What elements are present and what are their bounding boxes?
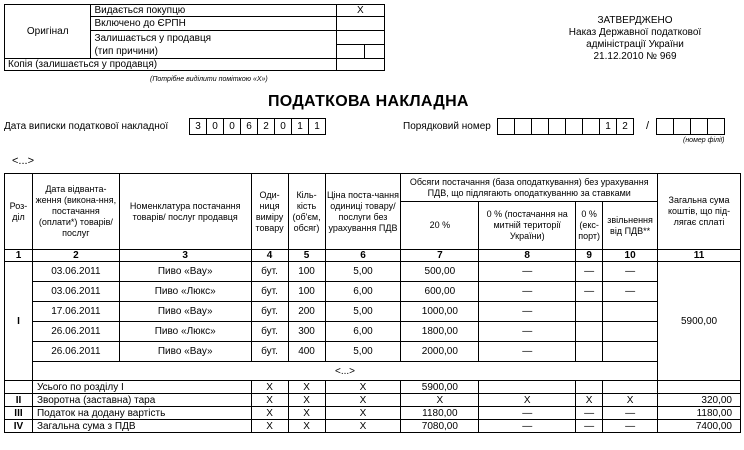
summary-col-10: — — [603, 420, 658, 433]
serial-digit[interactable] — [532, 119, 549, 135]
row-volume-20: 600,00 — [401, 282, 479, 302]
original-copy-box — [4, 4, 385, 71]
serial-digit[interactable] — [549, 119, 566, 135]
serial-number-label: Порядковий номер — [403, 121, 491, 132]
summary-col-4: X — [251, 420, 288, 433]
row-unit: бут. — [251, 342, 288, 362]
row-date: 26.06.2011 — [32, 342, 119, 362]
summary-section: II — [5, 394, 33, 407]
summary-col-8: — — [479, 420, 576, 433]
issue-date-label: Дата виписки податкової накладної — [4, 121, 169, 132]
issue-date-cells[interactable] — [189, 118, 326, 135]
row-price: 6,00 — [325, 322, 401, 342]
summary-col-7: X — [401, 394, 479, 407]
row-volume-20: 1000,00 — [401, 302, 479, 322]
issue-date-digit[interactable]: 0 — [207, 119, 224, 135]
summary-col-8: X — [479, 394, 576, 407]
row-item: Пиво «Вау» — [119, 342, 251, 362]
summary-col-10: — — [603, 407, 658, 420]
included-erpn-mark[interactable] — [336, 17, 384, 31]
row-col-10: — — [603, 262, 658, 282]
row-volume-20: 1800,00 — [401, 322, 479, 342]
column-number: 10 — [603, 250, 658, 262]
column-number: 2 — [32, 250, 119, 262]
remains-with-seller-mark[interactable] — [336, 31, 384, 45]
row-unit: бут. — [251, 282, 288, 302]
summary-col-9: — — [576, 407, 603, 420]
summary-col-11 — [658, 381, 741, 394]
row-col-9: — — [576, 282, 603, 302]
approved-block — [560, 15, 710, 63]
header-rate-0-export: 0 % (екс-порт) — [576, 202, 603, 250]
row-col-8: — — [479, 322, 576, 342]
summary-col-5: X — [288, 407, 325, 420]
summary-col-11: 7400,00 — [658, 420, 741, 433]
row-date: 17.06.2011 — [32, 302, 119, 322]
issued-to-buyer-label: Видається покупцю — [91, 5, 336, 17]
column-number: 8 — [479, 250, 576, 262]
serial-digit[interactable]: 1 — [600, 119, 617, 135]
row-unit: бут. — [251, 322, 288, 342]
column-number: 4 — [251, 250, 288, 262]
copy-mark[interactable] — [336, 59, 384, 71]
column-number: 7 — [401, 250, 479, 262]
summary-label: Зворотна (заставна) тара — [32, 394, 251, 407]
row-unit: бут. — [251, 302, 288, 322]
row-col-8: — — [479, 282, 576, 302]
summary-label: Усього по розділу I — [32, 381, 251, 394]
summary-col-9 — [576, 381, 603, 394]
row-qty: 300 — [288, 322, 325, 342]
approved-line-3: адміністрації України — [586, 39, 684, 50]
section-1-label: I — [5, 262, 33, 381]
serial-digit[interactable] — [498, 119, 515, 135]
summary-label: Податок на додану вартість — [32, 407, 251, 420]
summary-col-9: X — [576, 394, 603, 407]
row-col-8: — — [479, 302, 576, 322]
summary-col-8 — [479, 381, 576, 394]
column-number: 9 — [576, 250, 603, 262]
row-date: 26.06.2011 — [32, 322, 119, 342]
header-date: Дата відванта-ження (викона-ння, постачання (оплати*) товарів/ послуг — [32, 174, 119, 250]
summary-col-6: X — [325, 381, 401, 394]
header-rate-20: 20 % — [401, 202, 479, 250]
row-item: Пиво «Вау» — [119, 302, 251, 322]
issue-date-digit[interactable]: 0 — [275, 119, 292, 135]
ellipsis-row: <...> — [32, 362, 657, 381]
issue-date-digit[interactable]: 1 — [309, 119, 326, 135]
row-price: 5,00 — [325, 302, 401, 322]
branch-digit[interactable] — [691, 119, 708, 135]
row-price: 5,00 — [325, 342, 401, 362]
row-col-10 — [603, 302, 658, 322]
row-price: 6,00 — [325, 282, 401, 302]
summary-col-5: X — [288, 394, 325, 407]
row-unit: бут. — [251, 262, 288, 282]
summary-col-9: — — [576, 420, 603, 433]
summary-col-5: X — [288, 381, 325, 394]
summary-section: IV — [5, 420, 33, 433]
section-1-total-amount: 5900,00 — [658, 262, 741, 381]
column-number: 1 — [5, 250, 33, 262]
approved-line-1: ЗАТВЕРДЖЕНО — [597, 15, 673, 26]
row-col-10: — — [603, 282, 658, 302]
row-item: Пиво «Вау» — [119, 262, 251, 282]
column-number: 3 — [119, 250, 251, 262]
issue-date-digit[interactable]: 6 — [241, 119, 258, 135]
row-volume-20: 500,00 — [401, 262, 479, 282]
row-price: 5,00 — [325, 262, 401, 282]
issue-date-digit[interactable]: 2 — [258, 119, 275, 135]
summary-section — [5, 381, 33, 394]
row-col-9 — [576, 302, 603, 322]
summary-col-4: X — [251, 407, 288, 420]
header-rate-0-customs: 0 % (постачання на митній території України) — [479, 202, 576, 250]
row-date: 03.06.2011 — [32, 282, 119, 302]
original-label: Оригінал — [5, 5, 91, 59]
issue-date-digit[interactable]: 3 — [190, 119, 207, 135]
row-item: Пиво «Люкс» — [119, 282, 251, 302]
row-volume-20: 2000,00 — [401, 342, 479, 362]
included-erpn-label: Включено до ЄРПН — [91, 17, 336, 31]
summary-label: Загальна сума з ПДВ — [32, 420, 251, 433]
header-exempt: звільнення від ПДВ** — [603, 202, 658, 250]
copy-label: Копія (залишається у продавця) — [5, 59, 337, 71]
summary-col-7: 7080,00 — [401, 420, 479, 433]
summary-col-11: 320,00 — [658, 394, 741, 407]
summary-col-8: — — [479, 407, 576, 420]
reason-type-spacer — [336, 45, 364, 59]
header-unit: Оди-ниця виміру товару — [251, 174, 288, 250]
serial-digit[interactable] — [583, 119, 600, 135]
row-qty: 200 — [288, 302, 325, 322]
branch-number-cells[interactable] — [656, 118, 725, 135]
approved-line-4: 21.12.2010 № 969 — [593, 51, 677, 62]
summary-col-6: X — [325, 420, 401, 433]
summary-col-6: X — [325, 407, 401, 420]
page-title: ПОДАТКОВА НАКЛАДНА — [268, 93, 469, 110]
branch-digit[interactable] — [657, 119, 674, 135]
row-col-9: — — [576, 262, 603, 282]
reason-type-cell[interactable] — [364, 45, 384, 59]
serial-digit[interactable] — [515, 119, 532, 135]
row-col-10 — [603, 342, 658, 362]
serial-digit[interactable]: 2 — [617, 119, 634, 135]
branch-number-hint: (номер філії) — [683, 137, 725, 144]
remains-with-seller-label: Залишається у продавця (тип причини) — [91, 31, 336, 59]
row-qty: 100 — [288, 282, 325, 302]
summary-col-10 — [603, 381, 658, 394]
ellipsis-top: <...> — [12, 155, 35, 167]
serial-slash: / — [646, 120, 650, 132]
column-number: 6 — [325, 250, 401, 262]
column-number: 11 — [658, 250, 741, 262]
column-number: 5 — [288, 250, 325, 262]
row-qty: 100 — [288, 262, 325, 282]
summary-col-4: X — [251, 381, 288, 394]
invoice-table — [4, 173, 741, 433]
row-col-9 — [576, 322, 603, 342]
row-qty: 400 — [288, 342, 325, 362]
branch-digit[interactable] — [674, 119, 691, 135]
summary-col-4: X — [251, 394, 288, 407]
summary-col-11: 1180,00 — [658, 407, 741, 420]
header-section: Роз-діл — [5, 174, 33, 250]
row-col-8: — — [479, 342, 576, 362]
header-qty: Кіль-кість (об'єм, обсяг) — [288, 174, 325, 250]
summary-col-5: X — [288, 420, 325, 433]
summary-col-7: 1180,00 — [401, 407, 479, 420]
mark-hint: (Потрібне виділити поміткою «X») — [150, 76, 268, 83]
row-date: 03.06.2011 — [32, 262, 119, 282]
serial-digit[interactable] — [566, 119, 583, 135]
summary-col-6: X — [325, 394, 401, 407]
approved-line-2: Наказ Державної податкової — [568, 27, 702, 38]
issued-to-buyer-mark[interactable]: X — [336, 5, 384, 17]
row-item: Пиво «Люкс» — [119, 322, 251, 342]
serial-number-cells[interactable] — [497, 118, 634, 135]
summary-col-7: 5900,00 — [401, 381, 479, 394]
header-nomenclature: Номенклатура постачання товарів/ послуг продавця — [119, 174, 251, 250]
issue-date-digit[interactable]: 1 — [292, 119, 309, 135]
header-volumes: Обсяги постачання (база оподаткування) без урахування ПДВ, що підлягають оподаткуванню за ставками — [401, 174, 658, 202]
summary-section: III — [5, 407, 33, 420]
row-col-9 — [576, 342, 603, 362]
header-total: Загальна сума коштів, що під-лягає сплаті — [658, 174, 741, 250]
header-price: Ціна поста-чання одиниці товару/ послуги без урахування ПДВ — [325, 174, 401, 250]
branch-digit[interactable] — [708, 119, 725, 135]
summary-col-10: X — [603, 394, 658, 407]
row-col-8: — — [479, 262, 576, 282]
issue-date-digit[interactable]: 0 — [224, 119, 241, 135]
row-col-10 — [603, 322, 658, 342]
